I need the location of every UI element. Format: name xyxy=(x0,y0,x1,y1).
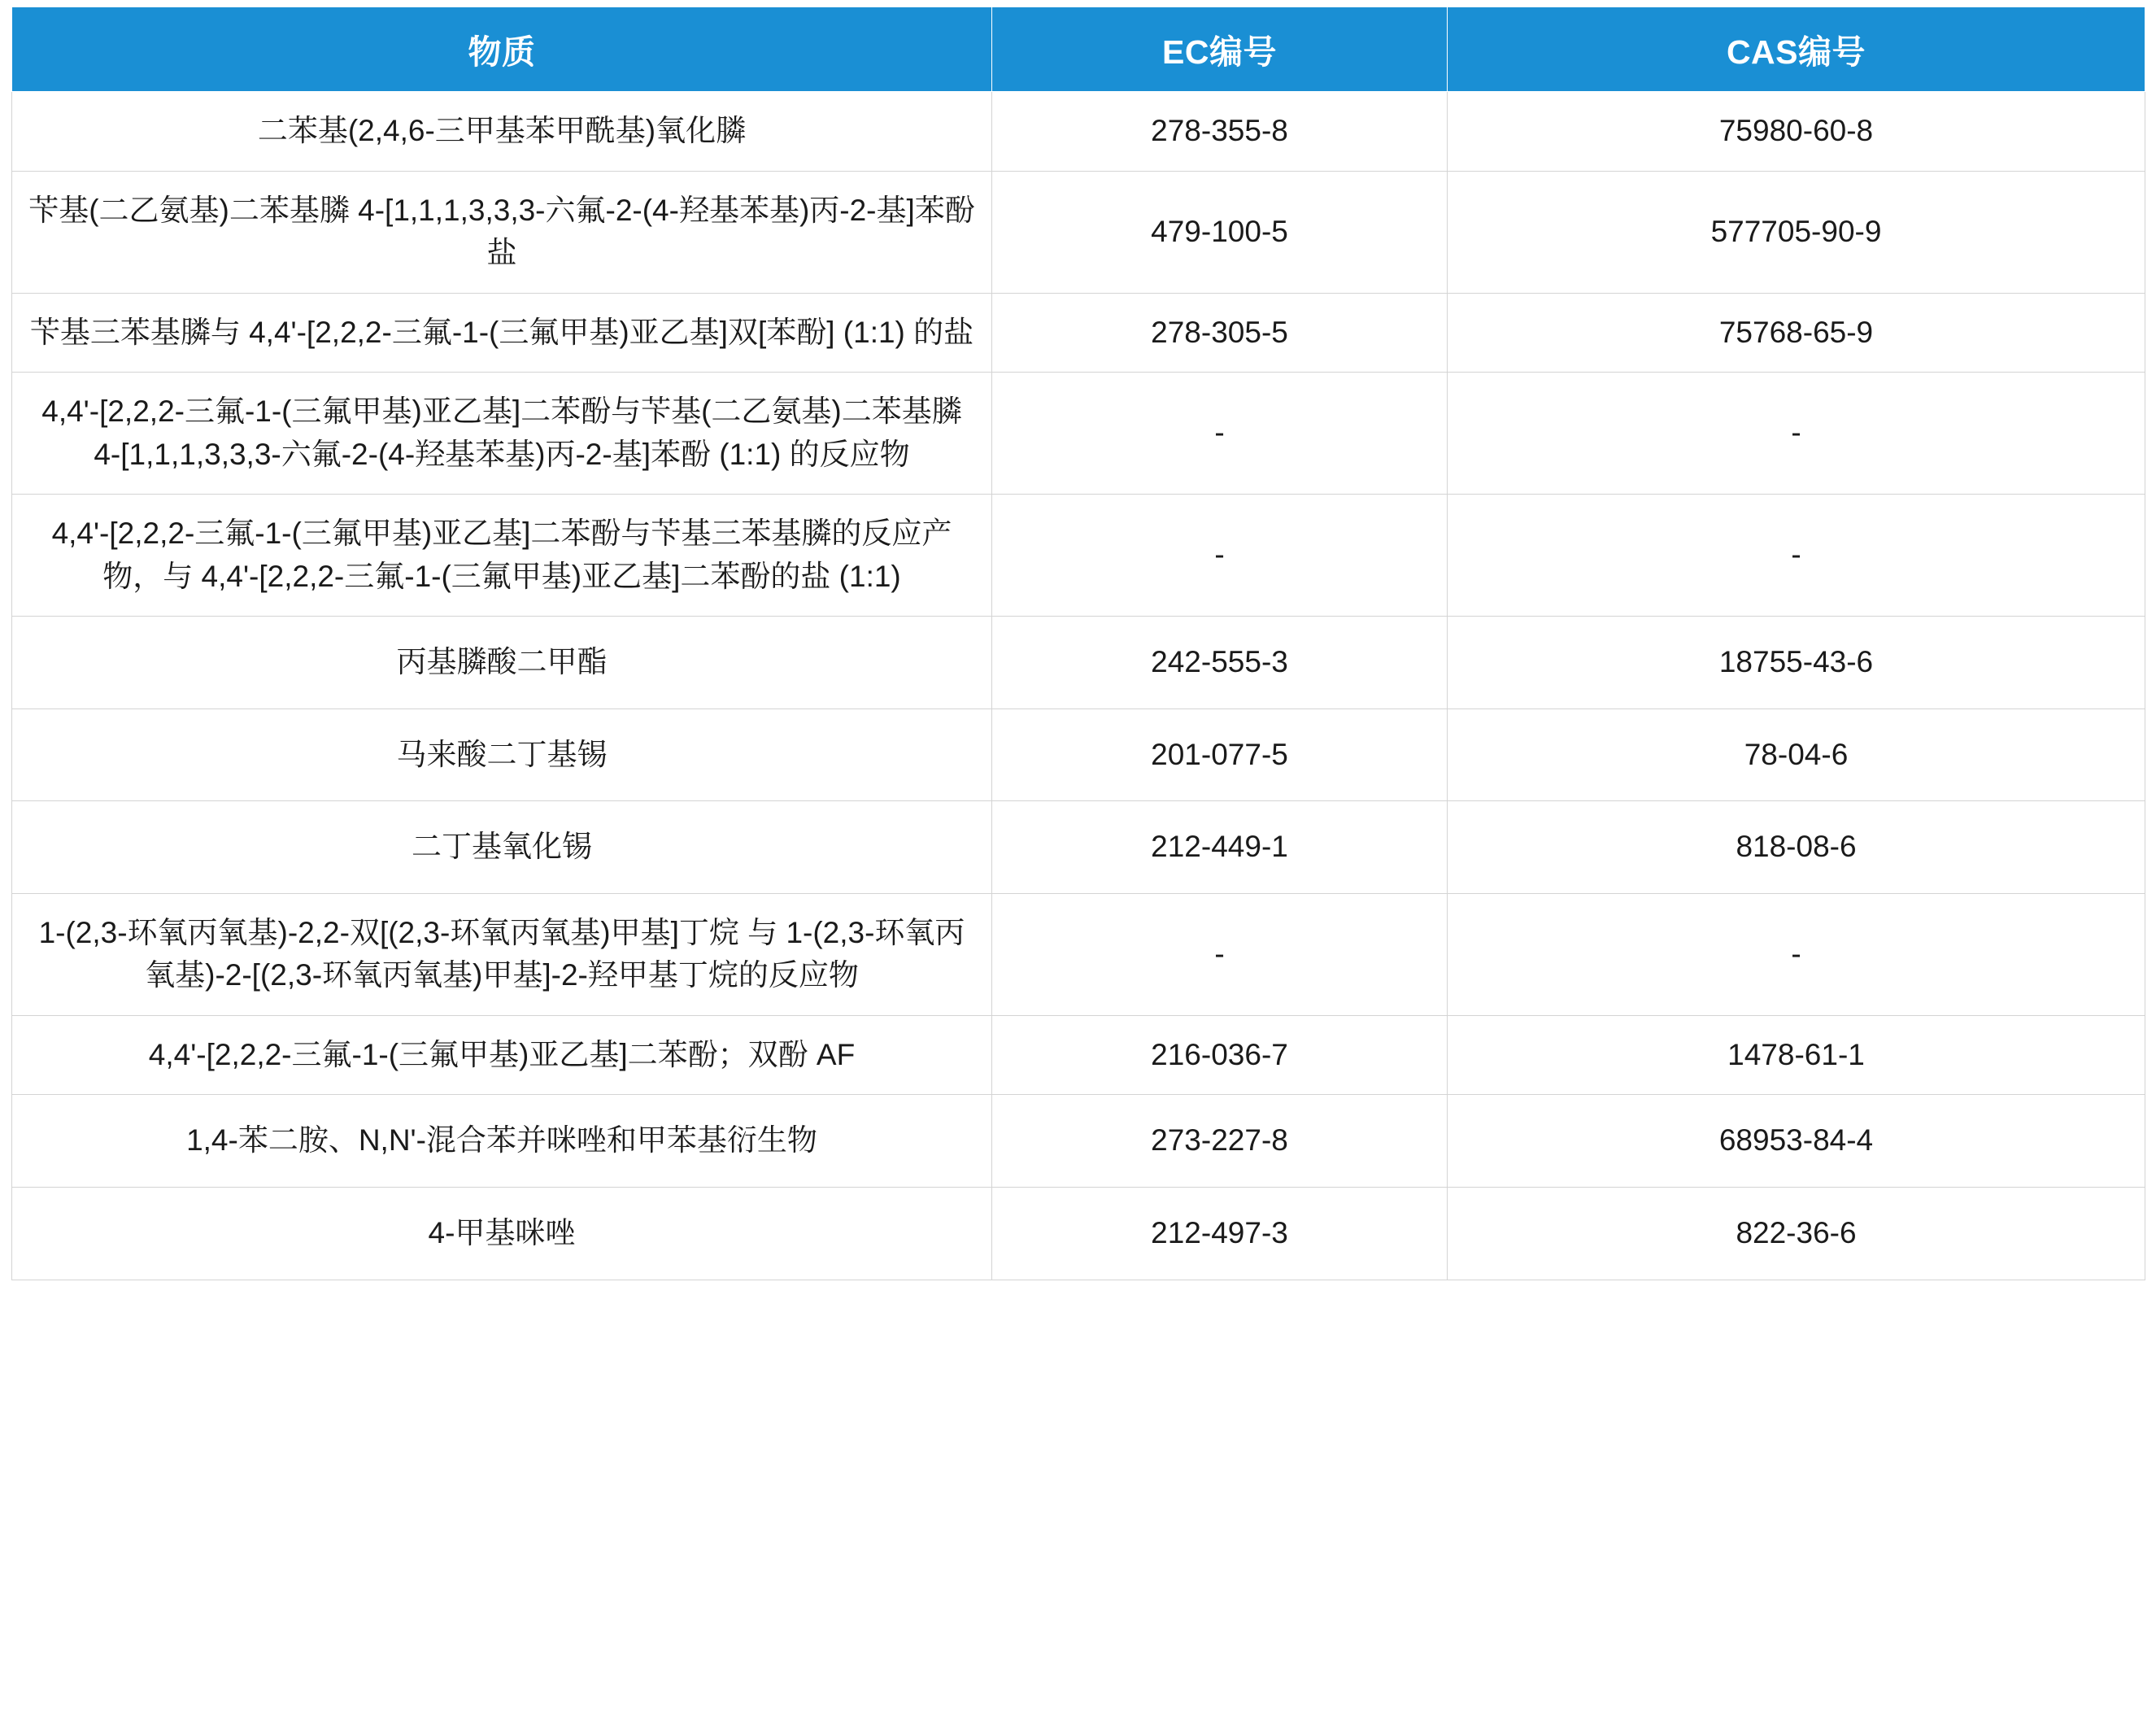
cell-cas-number: 1478-61-1 xyxy=(1448,1015,2145,1095)
table-row xyxy=(12,1015,2145,1095)
cell-cas-number: - xyxy=(1448,893,2145,1015)
column-header-cas-number: CAS编号 xyxy=(1448,7,2145,92)
table-row xyxy=(12,171,2145,293)
column-header-substance: 物质 xyxy=(12,7,992,92)
cell-substance-name: 马来酸二丁基锡 xyxy=(12,709,992,801)
table-row xyxy=(12,893,2145,1015)
cell-cas-number: 78-04-6 xyxy=(1448,709,2145,801)
column-header-ec-number: EC编号 xyxy=(992,7,1448,92)
cell-cas-number: 68953-84-4 xyxy=(1448,1095,2145,1188)
cell-ec-number: 278-355-8 xyxy=(992,92,1448,172)
cell-substance-name: 苄基(二乙氨基)二苯基膦 4-[1,1,1,3,3,3-六氟-2-(4-羟基苯基)丙-2-基]苯酚盐 xyxy=(12,171,992,293)
cell-substance-name: 1,4-苯二胺、N,N'-混合苯并咪唑和甲苯基衍生物 xyxy=(12,1095,992,1188)
table-row xyxy=(12,617,2145,709)
cell-substance-name: 4,4'-[2,2,2-三氟-1-(三氟甲基)亚乙基]二苯酚与苄基三苯基膦的反应产物，与 4,4'-[2,2,2-三氟-1-(三氟甲基)亚乙基]二苯酚的盐 (1:1) xyxy=(12,495,992,617)
cell-ec-number: 212-497-3 xyxy=(992,1187,1448,1280)
cell-substance-name: 1-(2,3-环氧丙氧基)-2,2-双[(2,3-环氧丙氧基)甲基]丁烷 与 1-(2,3-环氧丙氧基)-2-[(2,3-环氧丙氧基)甲基]-2-羟甲基丁烷的反应物 xyxy=(12,893,992,1015)
table-body xyxy=(12,92,2145,1280)
cell-ec-number: 479-100-5 xyxy=(992,171,1448,293)
cell-substance-name: 二苯基(2,4,6-三甲基苯甲酰基)氧化膦 xyxy=(12,92,992,172)
table-row xyxy=(12,373,2145,495)
table-row xyxy=(12,495,2145,617)
cell-ec-number: 216-036-7 xyxy=(992,1015,1448,1095)
table-row xyxy=(12,92,2145,172)
cell-ec-number: 278-305-5 xyxy=(992,293,1448,373)
table-header-row xyxy=(12,7,2145,92)
cell-substance-name: 4,4'-[2,2,2-三氟-1-(三氟甲基)亚乙基]二苯酚与苄基(二乙氨基)二苯基膦 4-[1,1,1,3,3,3-六氟-2-(4-羟基苯基)丙-2-基]苯酚 (1:1) 的反应物 xyxy=(12,373,992,495)
cell-cas-number: 18755-43-6 xyxy=(1448,617,2145,709)
table-row xyxy=(12,293,2145,373)
cell-cas-number: - xyxy=(1448,373,2145,495)
cell-ec-number: 212-449-1 xyxy=(992,801,1448,894)
table-row xyxy=(12,1187,2145,1280)
cell-cas-number: 822-36-6 xyxy=(1448,1187,2145,1280)
cell-cas-number: - xyxy=(1448,495,2145,617)
cell-cas-number: 75768-65-9 xyxy=(1448,293,2145,373)
table-row xyxy=(12,1095,2145,1188)
cell-substance-name: 4,4'-[2,2,2-三氟-1-(三氟甲基)亚乙基]二苯酚；双酚 AF xyxy=(12,1015,992,1095)
table-header xyxy=(12,7,2145,92)
cell-ec-number: - xyxy=(992,893,1448,1015)
cell-substance-name: 4-甲基咪唑 xyxy=(12,1187,992,1280)
cell-ec-number: 242-555-3 xyxy=(992,617,1448,709)
cell-substance-name: 二丁基氧化锡 xyxy=(12,801,992,894)
cell-substance-name: 苄基三苯基膦与 4,4'-[2,2,2-三氟-1-(三氟甲基)亚乙基]双[苯酚] (1:1) 的盐 xyxy=(12,293,992,373)
cell-ec-number: 201-077-5 xyxy=(992,709,1448,801)
cell-cas-number: 577705-90-9 xyxy=(1448,171,2145,293)
table-row xyxy=(12,709,2145,801)
substance-table xyxy=(11,7,2145,1280)
cell-ec-number: - xyxy=(992,495,1448,617)
cell-ec-number: 273-227-8 xyxy=(992,1095,1448,1188)
cell-cas-number: 75980-60-8 xyxy=(1448,92,2145,172)
cell-ec-number: - xyxy=(992,373,1448,495)
cell-substance-name: 丙基膦酸二甲酯 xyxy=(12,617,992,709)
table-row xyxy=(12,801,2145,894)
cell-cas-number: 818-08-6 xyxy=(1448,801,2145,894)
